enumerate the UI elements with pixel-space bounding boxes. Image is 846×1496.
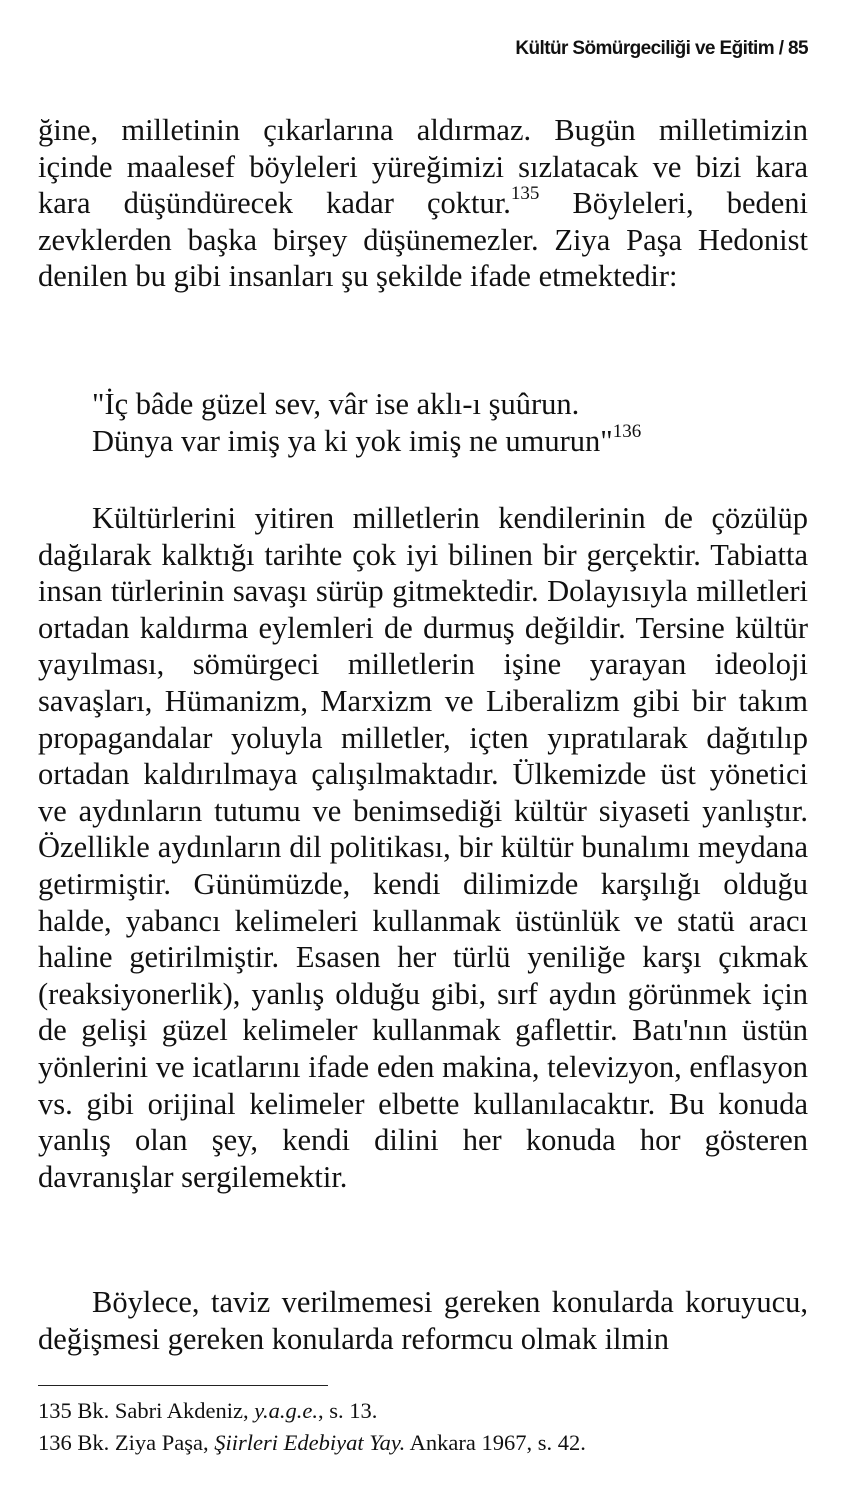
- quote-line-1: "İç bâde güzel sev, vâr ise aklı-ı şuûrun.: [92, 387, 580, 421]
- footnote-136-suffix: Ankara 1967, s. 42.: [405, 1430, 586, 1455]
- footnote-135-prefix: 135 Bk. Sabri Akdeniz,: [38, 1398, 255, 1423]
- footnote-ref-135: 135: [510, 183, 540, 205]
- paragraph-1-text-b: Böyleleri, bedeni zevklerden başka birşey düşünemezler. Ziya Paşa Hedonist denilen bu gibi insanları şu şekilde ifade etmektedir:: [38, 186, 808, 294]
- footnote-135-suffix: , s. 13.: [317, 1398, 378, 1423]
- footnote-136-italic: Şiirleri Edebiyat Yay.: [214, 1430, 406, 1455]
- running-header: Kültür Sömürgeciliği ve Eğitim / 85: [515, 38, 808, 59]
- paragraph-1-text-a: ğine, milletinin çıkarlarına aldırmaz. Bugün milletimizin içinde maalesef böyleleri yüreğimizi sızlatacak ve bizi kara kara düşündürecek kadar çoktur.: [38, 113, 808, 221]
- paragraph-3: Böylece, taviz verilmemesi gereken konularda koruyucu, değişmesi gereken konularda reformcu olmak ilmin: [38, 1285, 808, 1356]
- footnote-divider: [38, 1385, 328, 1386]
- footnote-135-italic: y.a.g.e.: [254, 1398, 318, 1423]
- paragraph-1: [38, 112, 808, 295]
- footnote-136: [38, 1428, 808, 1458]
- quote-line-2: [92, 420, 808, 460]
- footnote-ref-136: 136: [612, 420, 642, 442]
- footnote-135: [38, 1396, 808, 1426]
- footnote-136-prefix: 136 Bk. Ziya Paşa,: [38, 1430, 215, 1455]
- paragraph-2: Kültürlerini yitiren milletlerin kendilerinin de çözülüp dağılarak kalktığı tarihte çok iyi bilinen bir gerçektir. Tabiatta insan türlerinin savaşı sürüp gitmektedir. Dolayısıyla milletleri ortadan kaldırma eylemleri de durmuş değildir. Tersine kültür yayılması, sömürgeci milletlerin işine yarayan ideoloji savaşları, Hümanizm, Marxizm ve Liberalizm gibi bir takım propagandalar yoluyla milletler, içten yıpratılarak dağıtılıp ortadan kaldırılmaya çalışılmaktadır. Ülkemizde üst yönetici ve aydınların tutumu ve benimsediği kültür siyaseti yanlıştır. Özellikle aydınların dil politikası, bir kültür bunalımı meydana getirmiştir. Günümüzde, kendi dilimizde karşılığı olduğu halde, yabancı kelimeleri kullanmak üstünlük ve statü aracı haline getirilmiştir. Esasen her türlü yeniliğe karşı çıkmak (reaksiyonerlik), yanlış olduğu gibi, sırf aydın görünmek için de gelişi güzel kelimeler kullanmak gaflettir. Batı'nın üstün yönlerini ve icatlarını ifade eden makina, televizyon, enflasyon vs. gibi orijinal kelimeler elbette kullanılacaktır. Bu konuda yanlış olan şey, kendi dilini her konuda hor gösteren davranışlar sergilemektir.: [38, 501, 808, 1194]
- quote-line-2-text: Dünya var imiş ya ki yok imiş ne umurun": [92, 424, 613, 458]
